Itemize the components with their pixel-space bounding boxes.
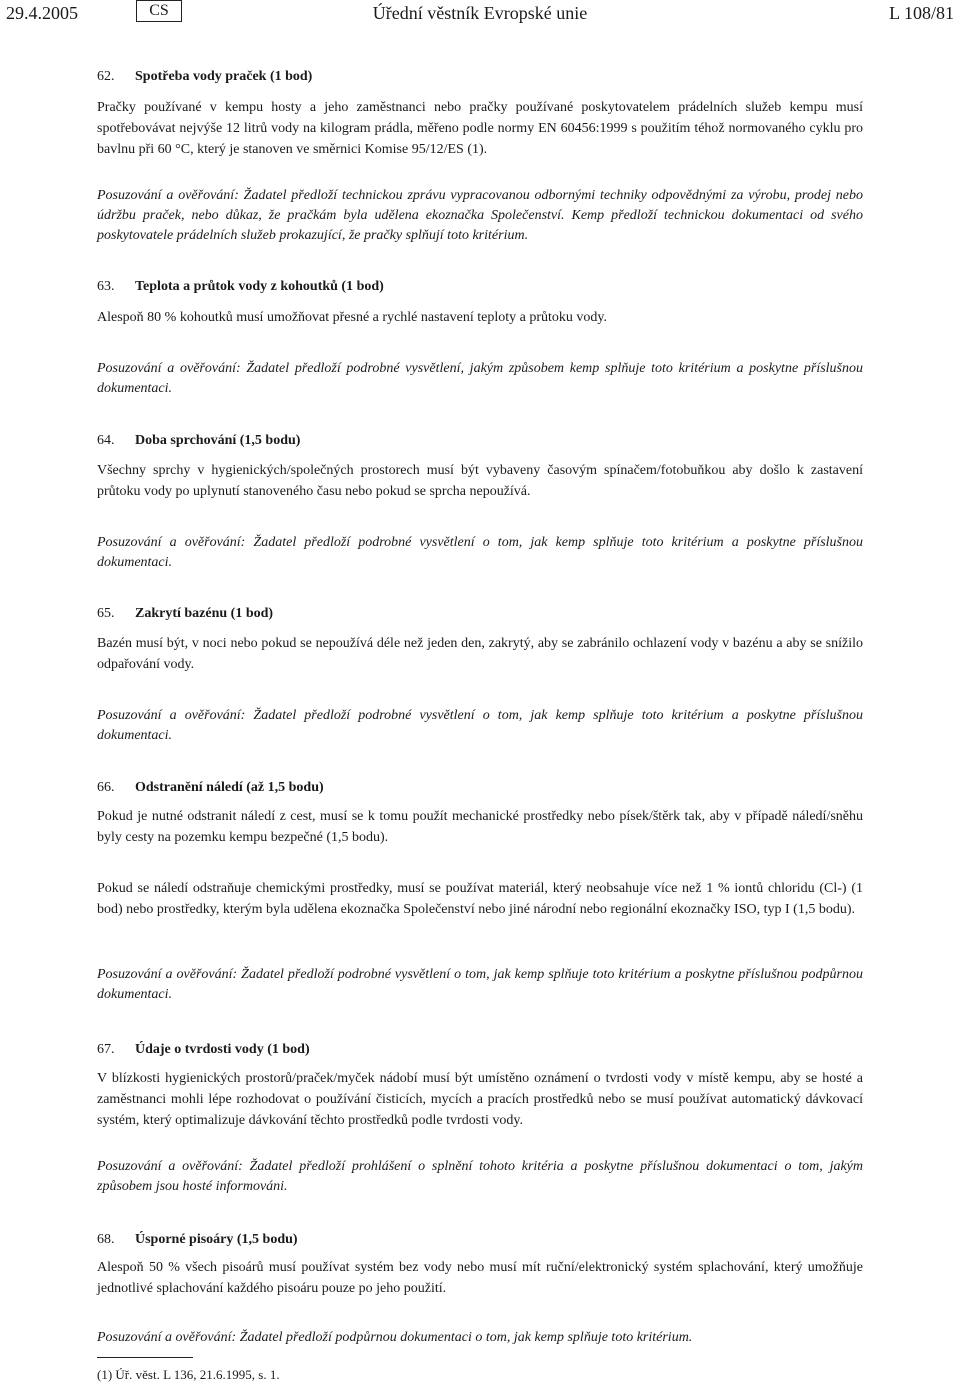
page-number: L 108/81	[889, 3, 954, 23]
footnote-divider	[97, 1357, 193, 1358]
assessment-text: Posuzování a ověřování: Žadatel předloží podpůrnou dokumentaci o tom, jak kemp splňuje toto kritérium.	[97, 1330, 693, 1345]
language-badge: CS	[136, 0, 182, 22]
assessment-text: Posuzování a ověřování: Žadatel předloží prohlášení o splnění tohoto kritéria a poskytne příslušnou dokumentaci o tom, jakým způsobem jsou hosté informováni.	[97, 1159, 863, 1194]
section-heading: 66. Odstranění náledí (až 1,5 bodu)	[97, 780, 324, 795]
journal-header	[0, 0, 960, 26]
assessment-text: Posuzování a ověřování: Žadatel předloží podrobné vysvětlení o tom, jak kemp splňuje toto kritérium a poskytne příslušnou podpůrnou dokumentaci.	[97, 967, 863, 1002]
section-heading: 63. Teplota a průtok vody z kohoutků (1 bod)	[97, 279, 384, 294]
footnote: (1) Úř. věst. L 136, 21.6.1995, s. 1.	[97, 1367, 280, 1382]
section-paragraph: Všechny sprchy v hygienických/společných prostorech musí být vybaveny časovým spínačem/fotobuňkou aby došlo k zastavení průtoku vody po uplynutí stanoveného času nebo pokud se sprcha nepoužívá.	[97, 463, 863, 499]
section-paragraph: Bazén musí být, v noci nebo pokud se nepoužívá déle než jeden den, zakrytý, aby se zabránilo ochlazení vody v bazénu a aby se snížilo odpařování vody.	[97, 636, 863, 672]
assessment-text: Posuzování a ověřování: Žadatel předloží podrobné vysvětlení o tom, jak kemp splňuje toto kritérium a poskytne příslušnou dokumentaci.	[97, 535, 863, 570]
section-paragraph: Alespoň 50 % všech pisoárů musí používat systém bez vody nebo musí mít ruční/elektronický systém splachování, který umožňuje jednotlivé splachování každého pisoáru pouze po jeho použití.	[97, 1260, 863, 1296]
section-paragraph: Alespoň 80 % kohoutků musí umožňovat přesné a rychlé nastavení teploty a průtoku vody.	[97, 310, 607, 325]
assessment-text: Posuzování a ověřování: Žadatel předloží podrobné vysvětlení o tom, jak kemp splňuje toto kritérium a poskytne příslušnou dokumentaci.	[97, 708, 863, 743]
section-paragraph: Pračky používané v kempu hosty a jeho zaměstnanci nebo pračky používané poskytovatelem prádelních služeb kempu musí spotřebovávat nejvýše 12 litrů vody na kilogram prádla, měřeno podle normy EN 60456:1999 s použitím téhož normovaného cyklu pro bavlnu při 60 °C, který je stanoven ve směrnici Komise 95/12/ES (1).	[97, 100, 863, 157]
assessment-text: Posuzování a ověřování: Žadatel předloží podrobné vysvětlení, jakým způsobem kemp splňuje toto kritérium a poskytne příslušnou dokumentaci.	[97, 361, 863, 396]
section-heading: 65. Zakrytí bazénu (1 bod)	[97, 606, 274, 621]
publication-date: 29.4.2005	[6, 3, 78, 23]
section-heading: 68. Úsporné pisoáry (1,5 bodu)	[97, 1232, 298, 1247]
section-paragraph: V blízkosti hygienických prostorů/praček/myček nádobí musí být umístěno oznámení o tvrdosti vody v místě kempu, aby se hosté a zaměstnanci mohli lépe rozhodovat o používání čisticích, mycích a pracích prostředků nebo se musí používat automatický dávkovací systém, který optimalizuje dávkování těchto prostředků podle tvrdosti vody.	[97, 1071, 863, 1128]
journal-title: Úřední věstník Evropské unie	[372, 3, 588, 23]
section-heading: 67. Údaje o tvrdosti vody (1 bod)	[97, 1042, 310, 1057]
assessment-text: Posuzování a ověřování: Žadatel předloží technickou zprávu vypracovanou odbornými techniky odpovědnými za výrobu, prodej nebo údržbu praček, nebo důkaz, že pračkám byla udělena ekoznačka Společenství. Kemp předloží technickou dokumentaci od svého poskytovatele prádelních služeb prokazující, že pračky splňují toto kritérium.	[97, 188, 863, 243]
section-heading: 64. Doba sprchování (1,5 bodu)	[97, 433, 301, 448]
section-paragraph: Pokud je nutné odstranit náledí z cest, musí se k tomu použít mechanické prostředky nebo písek/štěrk tak, aby v případě náledí/sněhu byly cesty na pozemku kempu bezpečné (1,5 bodu).	[97, 809, 863, 845]
section-heading: 62. Spotřeba vody praček (1 bod)	[97, 69, 313, 84]
section-paragraph: Pokud se náledí odstraňuje chemickými prostředky, musí se používat materiál, který neobsahuje více než 1 % iontů chloridu (Cl-) (1 bod) nebo prostředky, kterým byla udělena ekoznačka Společenství nebo jiné národní nebo regionální ekoznačky ISO, typ I (1,5 bodu).	[97, 881, 863, 917]
